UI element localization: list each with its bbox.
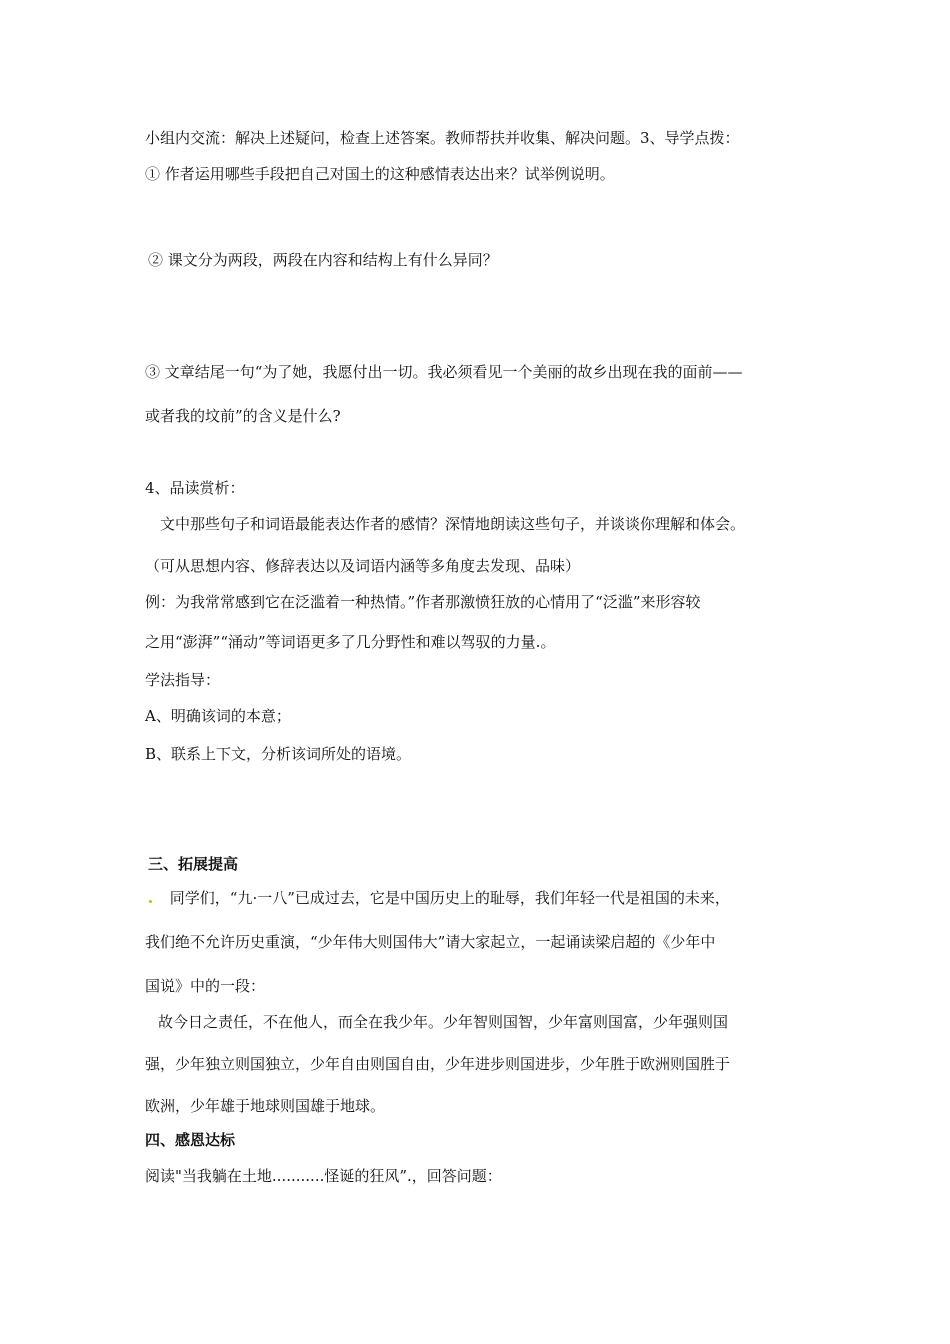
method-guide-heading: 学法指导： <box>145 671 221 689</box>
quote-line-3: 欧洲，少年雄于地球则国雄于地球。 <box>145 1097 386 1115</box>
extension-line-2: 我们绝不允许历史重演，“少年伟大则国伟大”请大家起立，一起诵读梁启超的《少年中 <box>145 933 716 951</box>
paragraph-group-discussion: 小组内交流：解决上述疑问，检查上述答案。教师帮扶并收集、解决问题。3、导学点拨： <box>145 129 740 147</box>
section-3-heading: 三、拓展提高 <box>148 855 239 873</box>
question-1: ① 作者运用哪些手段把自己对国土的这种感情表达出来？试举例说明。 <box>145 165 615 183</box>
question-3-line-1: ③ 文章结尾一句“为了她，我愿付出一切。我必须看见一个美丽的故乡出现在我的面前—— <box>145 363 743 381</box>
quote-line-2: 强，少年独立则国独立，少年自由则国自由，少年进步则国进步，少年胜于欧洲则国胜于 <box>145 1055 731 1073</box>
appreciation-instruction: 文中那些句子和词语最能表达作者的感情？深情地朗读这些句子，并谈谈你理解和体会。 <box>160 515 746 533</box>
example-line-1: 例：为我常常感到它在泛滥着一种热情。”作者那激愤狂放的心情用了“泛滥”来形容较 <box>145 593 701 611</box>
question-3-line-2: 或者我的坟前”的含义是什么? <box>145 407 341 425</box>
question-2: ② 课文分为两段，两段在内容和结构上有什么异同？ <box>148 251 498 269</box>
appreciation-hint: （可从思想内容、修辞表达以及词语内涵等多角度去发现、品味） <box>145 557 581 575</box>
example-line-2: 之用“澎湃”“涌动”等词语更多了几分野性和难以驾驭的力量.。 <box>145 633 556 651</box>
method-a: A、明确该词的本意； <box>145 707 291 725</box>
extension-line-1: 同学们，“九·一八”已成过去，它是中国历史上的耻辱，我们年轻一代是祖国的未来， <box>169 889 730 907</box>
method-b: B、联系上下文，分析该词所处的语境。 <box>145 745 412 763</box>
extension-line-1-wrap <box>148 888 730 908</box>
quote-line-1: 故今日之责任，不在他人，而全在我少年。少年智则国智，少年富则国富，少年强则国 <box>158 1013 729 1031</box>
section-4-gratitude-heading: 四、感恩达标 <box>145 1131 236 1149</box>
reading-instruction: 阅读"当我躺在土地...........怪诞的狂风”.，回答问题： <box>145 1167 502 1185</box>
section-4-heading: 4、品读赏析： <box>145 479 245 497</box>
marker-dot <box>149 900 152 903</box>
extension-line-3: 国说》中的一段： <box>145 977 266 995</box>
